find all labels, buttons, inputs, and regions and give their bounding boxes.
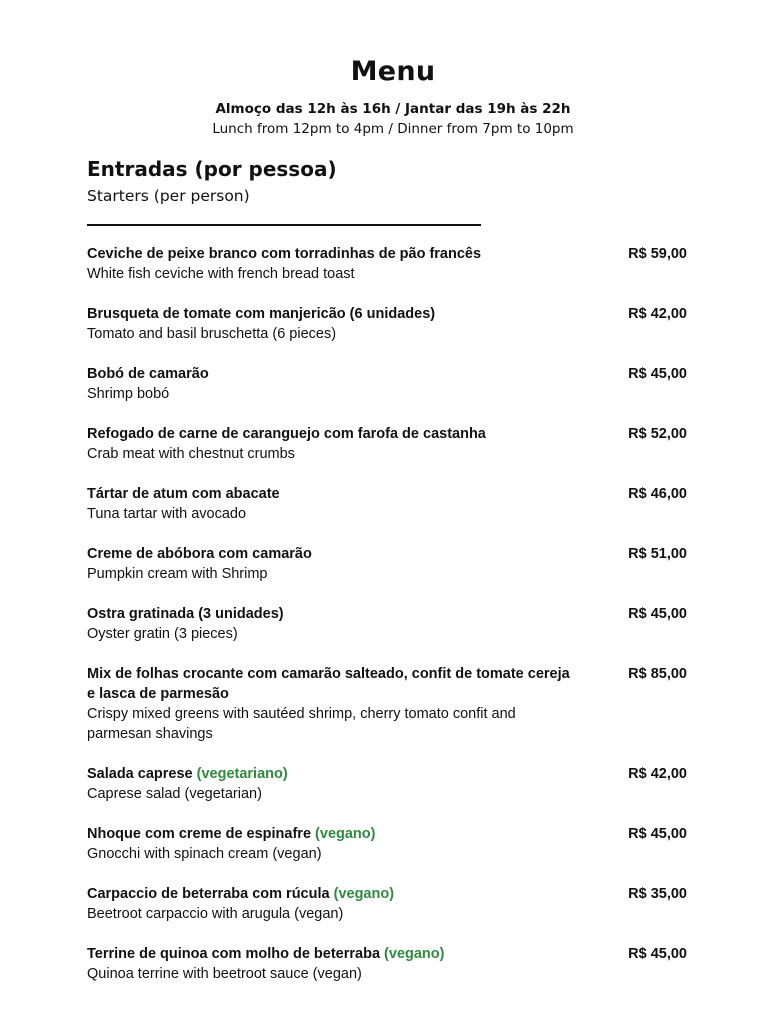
- menu-item-description: Caprese salad (vegetarian): [87, 786, 262, 802]
- menu-item: [87, 664, 687, 744]
- menu-item-description: Crispy mixed greens with sautéed shrimp, cherry tomato confit and parmesan shavings: [87, 706, 516, 742]
- menu-item: [87, 424, 687, 464]
- diet-tag: (vegetariano): [196, 766, 288, 782]
- menu-item-name-text: Brusqueta de tomate com manjericão (6 unidades): [87, 306, 436, 322]
- menu-item-name-text: Mix de folhas crocante com camarão salteado, confit de tomate cereja e lasca de parmesão: [87, 666, 570, 702]
- menu-item-description: Oyster gratin (3 pieces): [87, 626, 238, 642]
- menu-item-name-text: Bobó de camarão: [87, 366, 209, 382]
- section-title: Entradas (por pessoa): [87, 157, 337, 181]
- menu-item: [87, 364, 687, 404]
- menu-item: [87, 824, 687, 864]
- menu-item-name-text: Terrine de quinoa com molho de beterraba: [87, 946, 381, 962]
- menu-item-price: R$ 46,00: [628, 486, 687, 502]
- menu-item-price: R$ 59,00: [628, 246, 687, 262]
- opening-hours-english: Lunch from 12pm to 4pm / Dinner from 7pm to 10pm: [212, 121, 574, 137]
- menu-item: [87, 884, 687, 924]
- menu-item-list: [87, 244, 687, 1004]
- menu-item: [87, 304, 687, 344]
- menu-item-price: R$ 42,00: [628, 766, 687, 782]
- section-divider: [87, 224, 481, 226]
- menu-item-name: [87, 544, 577, 564]
- page-title: Menu: [350, 56, 436, 87]
- menu-item-description: Crab meat with chestnut crumbs: [87, 446, 295, 462]
- menu-item-price: R$ 45,00: [628, 826, 687, 842]
- menu-item-name: [87, 424, 577, 444]
- section-subtitle: Starters (per person): [87, 187, 250, 205]
- menu-item-name-text: Refogado de carne de caranguejo com farofa de castanha: [87, 426, 486, 442]
- menu-item-price: R$ 45,00: [628, 366, 687, 382]
- diet-tag: (vegano): [315, 826, 376, 842]
- diet-tag: (vegano): [333, 886, 395, 902]
- menu-item-name: [87, 664, 577, 704]
- menu-item-description: Tomato and basil bruschetta (6 pieces): [87, 326, 337, 342]
- menu-item: [87, 604, 687, 644]
- menu-item: [87, 484, 687, 524]
- starters-section-header: [87, 154, 687, 226]
- menu-item-name: [87, 764, 577, 784]
- menu-item: [87, 764, 687, 804]
- menu-header: [0, 52, 768, 139]
- menu-item-name-text: Creme de abóbora com camarão: [87, 546, 312, 562]
- menu-item-price: R$ 35,00: [628, 886, 687, 902]
- opening-hours-portuguese: Almoço das 12h às 16h / Jantar das 19h às 22h: [215, 101, 571, 117]
- menu-item-name-text: Tártar de atum com abacate: [87, 486, 280, 502]
- menu-item: [87, 544, 687, 584]
- menu-item-name-text: Ceviche de peixe branco com torradinhas de pão francês: [87, 246, 482, 262]
- menu-item-description: Shrimp bobó: [87, 386, 170, 402]
- menu-item-price: R$ 42,00: [628, 306, 687, 322]
- menu-item-price: R$ 51,00: [628, 546, 687, 562]
- menu-item-price: R$ 45,00: [628, 606, 687, 622]
- menu-item-price: R$ 52,00: [628, 426, 687, 442]
- menu-item-name-text: Salada caprese: [87, 766, 193, 782]
- menu-item-name: [87, 304, 577, 324]
- menu-item-description: Tuna tartar with avocado: [87, 506, 247, 522]
- menu-item-description: Gnocchi with spinach cream (vegan): [87, 846, 322, 862]
- menu-item: [87, 244, 687, 284]
- menu-item-name-text: Carpaccio de beterraba com rúcula: [87, 886, 330, 902]
- menu-item-name: [87, 604, 577, 624]
- menu-item-price: R$ 45,00: [628, 946, 687, 962]
- menu-item: [87, 944, 687, 984]
- menu-item-name: [87, 484, 577, 504]
- menu-item-description: Quinoa terrine with beetroot sauce (vegan): [87, 966, 362, 982]
- menu-item-description: White fish ceviche with french bread toast: [87, 266, 355, 282]
- menu-item-description: Beetroot carpaccio with arugula (vegan): [87, 906, 344, 922]
- menu-item-name-text: Ostra gratinada (3 unidades): [87, 606, 284, 622]
- menu-item-name: [87, 244, 577, 264]
- diet-tag: (vegano): [384, 946, 445, 962]
- menu-item-description: Pumpkin cream with Shrimp: [87, 566, 268, 582]
- menu-item-name: [87, 364, 577, 384]
- menu-item-price: R$ 85,00: [628, 666, 687, 682]
- menu-item-name: [87, 884, 577, 904]
- menu-item-name-text: Nhoque com creme de espinafre: [87, 826, 312, 842]
- menu-item-name: [87, 824, 577, 844]
- menu-item-name: [87, 944, 577, 964]
